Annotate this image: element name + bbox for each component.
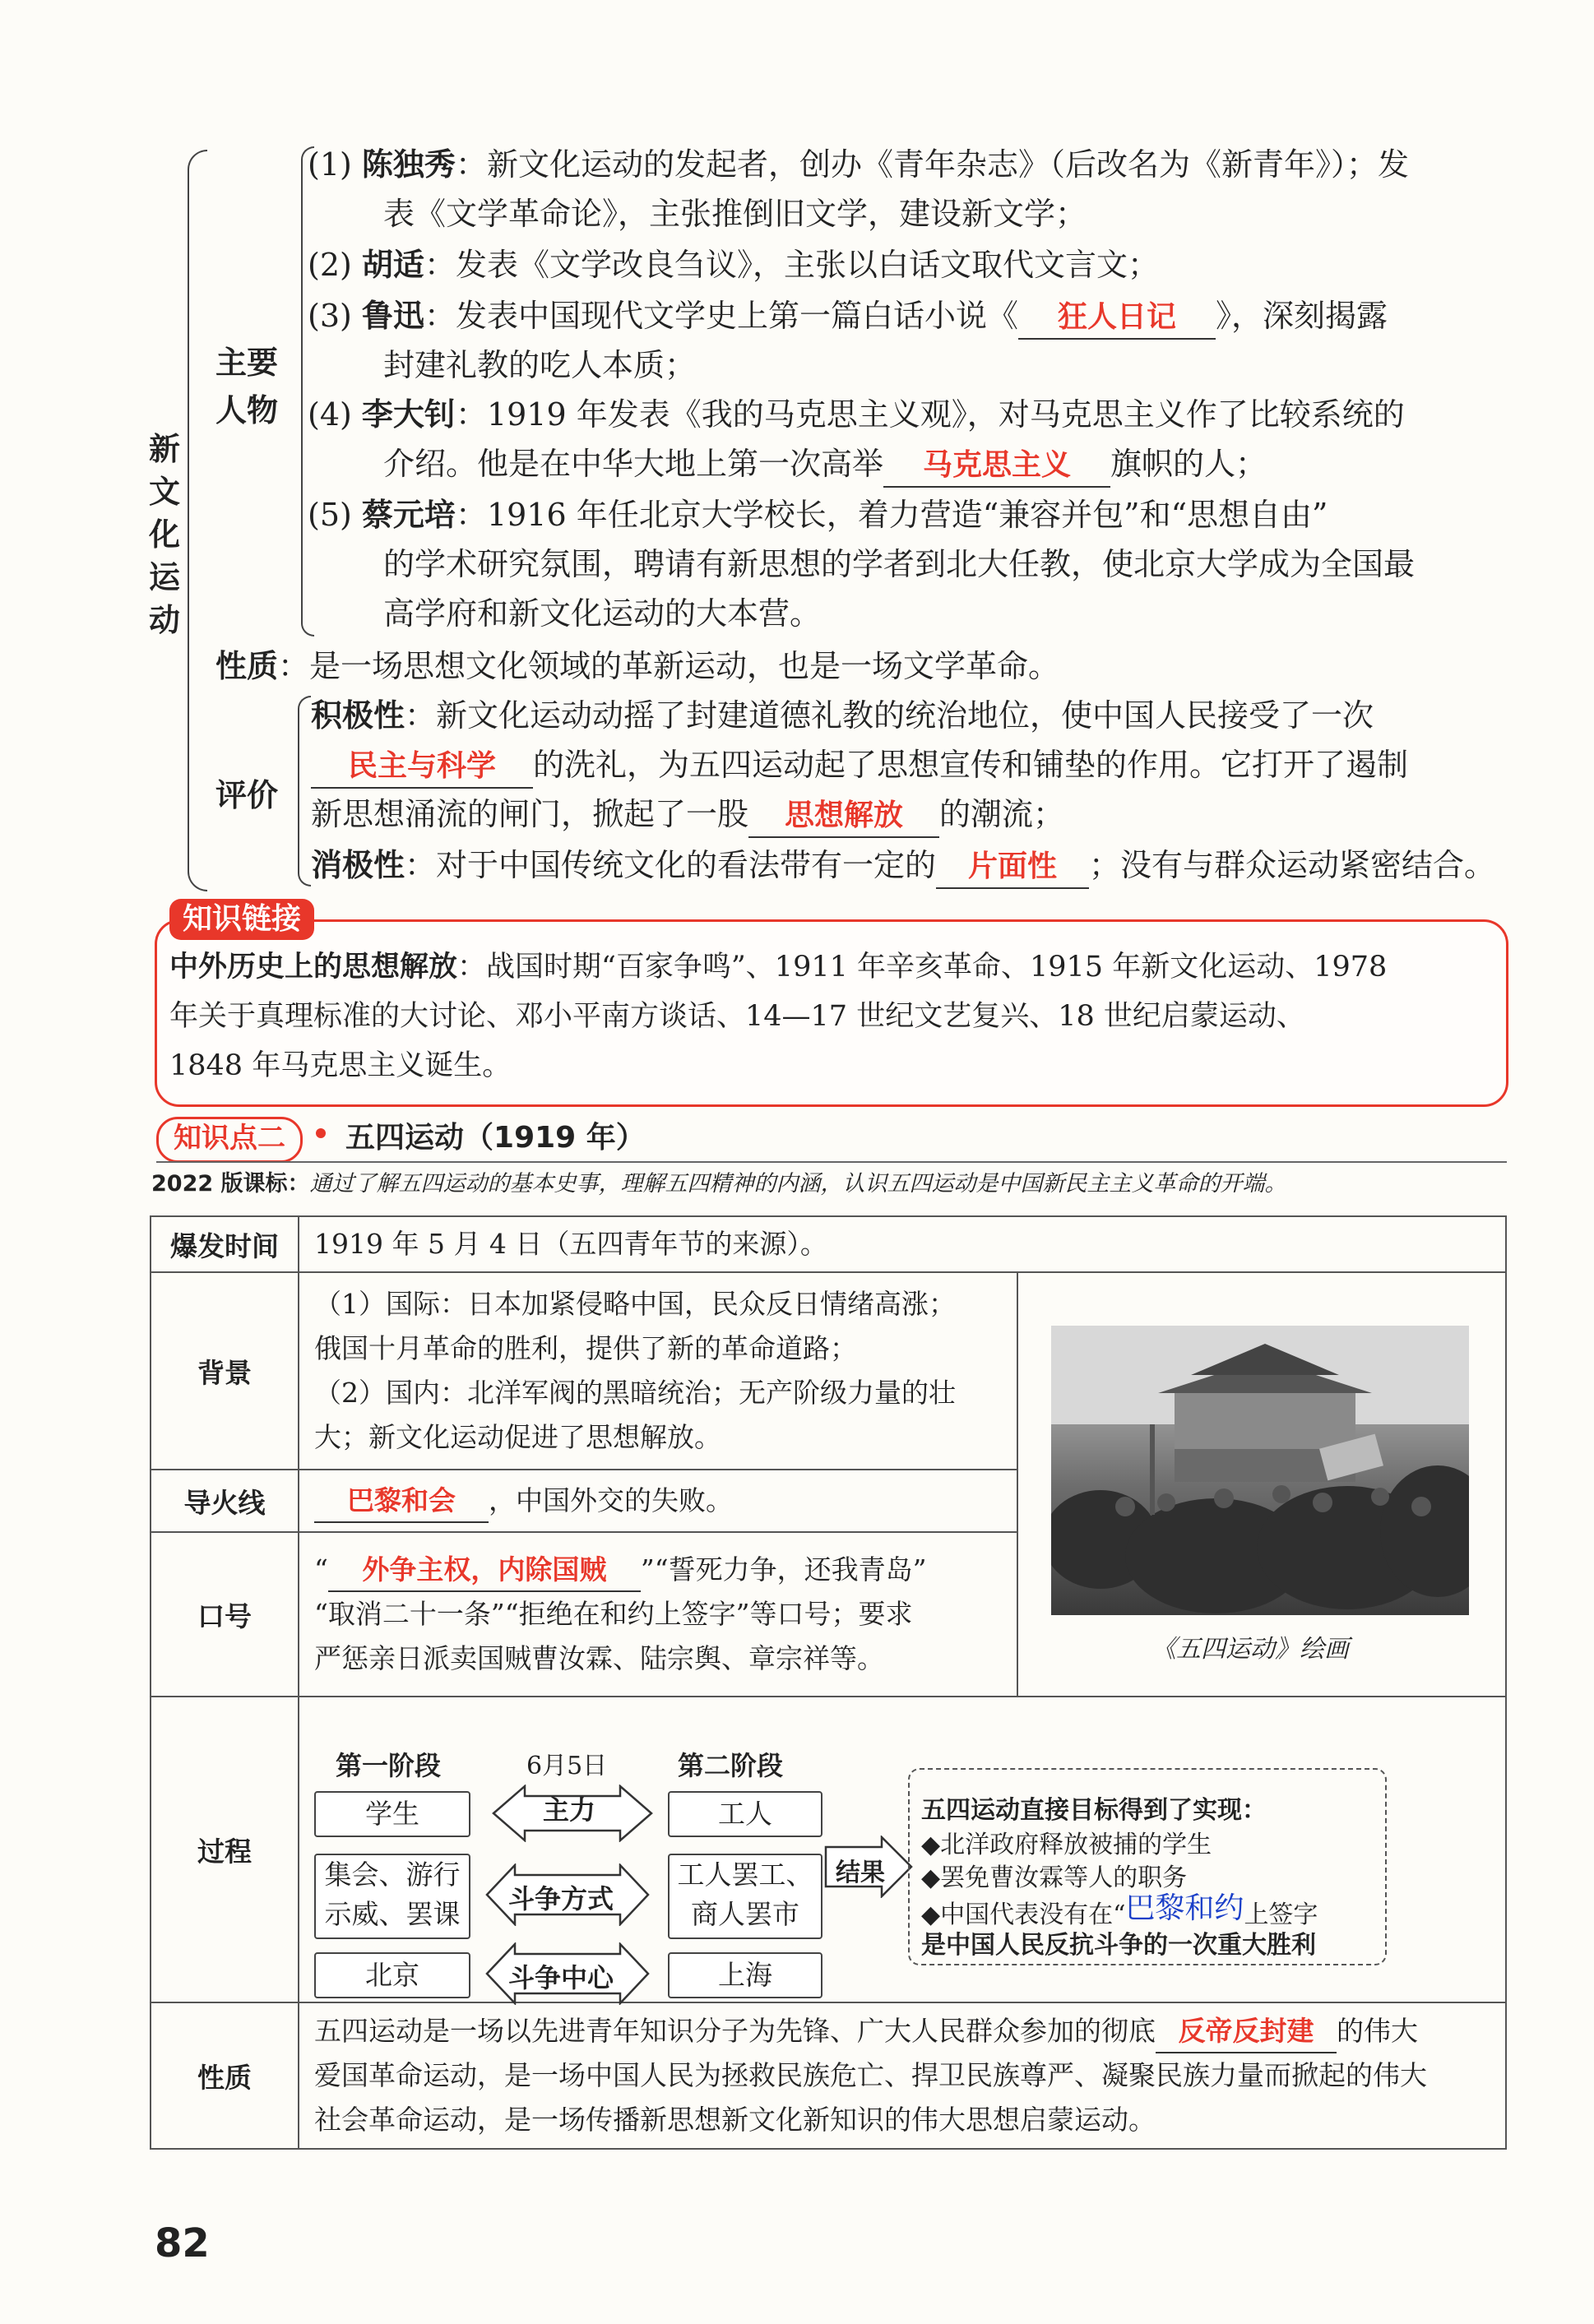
box-methods-right bbox=[668, 1854, 822, 1939]
outer-brace bbox=[188, 150, 207, 891]
kp2-underline bbox=[156, 1161, 1507, 1163]
link-l2: 年关于真理标准的大讨论、邓小平南方谈话、14—17 世纪文艺复兴、18 世纪启蒙运动、 bbox=[169, 1000, 1305, 1033]
person-name: 李大钊 bbox=[361, 396, 456, 433]
bg-line: （1）国际：日本加紧侵略中国，民众反日情绪高涨； bbox=[314, 1288, 956, 1320]
positive-l2 bbox=[311, 740, 1408, 789]
cell-slogan bbox=[299, 1532, 1017, 1697]
answer-lidazhao: 马克思主义 bbox=[883, 445, 1110, 488]
header-trigger: 导火线 bbox=[151, 1470, 299, 1532]
section-title-vertical bbox=[146, 428, 183, 641]
item-num: (5) bbox=[308, 497, 352, 533]
answer-luxun: 狂人日记 bbox=[1018, 297, 1216, 340]
item-text: ：1916 年任北京大学校长，着力营造“兼容并包”和“思想自由” bbox=[455, 497, 1328, 533]
kp2-title: 五四运动 bbox=[345, 1121, 465, 1155]
answer-democracy-science: 民主与科学 bbox=[311, 746, 533, 789]
photo-caption: 《五四运动》绘画 bbox=[1151, 1635, 1349, 1664]
kp2-tag: 知识点二 bbox=[156, 1117, 303, 1163]
person-caiyuanpei-l2: 的学术研究氛围，聘请有新思想的学者到北大任教，使北京大学成为全国最 bbox=[383, 546, 1416, 582]
nature-label: 性质 bbox=[215, 648, 279, 684]
slogan-l3: 严惩亲日派卖国贼曹汝霖、陆宗舆、章宗祥等。 bbox=[314, 1642, 884, 1674]
item-num: (2) bbox=[308, 247, 352, 283]
link-text: ：战国时期“百家争鸣”、1911 年辛亥革命、1915 年新文化运动、1978 bbox=[457, 951, 1388, 984]
result-conclusion: 是中国人民反抗斗争的一次重大胜利 bbox=[921, 1931, 1316, 1960]
row-time bbox=[151, 1216, 1506, 1272]
negative-line bbox=[311, 840, 1495, 890]
positive-text: 新思想涌流的闸门，掀起了一股 bbox=[311, 796, 749, 832]
item-text: 》，深刻揭露 bbox=[1215, 298, 1388, 334]
label-line: 主要 bbox=[215, 345, 279, 381]
main-people-label bbox=[215, 339, 278, 434]
item-num: (1) bbox=[308, 146, 352, 183]
person-lidazhao-l2 bbox=[383, 439, 1267, 488]
item-num: (4) bbox=[308, 396, 352, 433]
methods-right-text: 工人罢工、商人罢市 bbox=[677, 1859, 813, 1930]
knowledge-link-tag: 知识链接 bbox=[169, 899, 314, 940]
result-item-1: ◆北洋政府释放被捕的学生 bbox=[921, 1831, 1212, 1859]
item-text: ：1919 年发表《我的马克思主义观》，对马克思主义作了比较系统的 bbox=[455, 396, 1405, 433]
eval-brace bbox=[298, 696, 311, 887]
curriculum-standard bbox=[151, 1164, 1287, 1204]
label-line: 人物 bbox=[215, 392, 279, 428]
nature-text: 的伟大 bbox=[1337, 2015, 1418, 2047]
painting-illustration bbox=[1051, 1326, 1469, 1615]
stage2-label: 第二阶段 bbox=[678, 1750, 784, 1781]
methods-left-text: 集会、游行示威、罢课 bbox=[324, 1859, 461, 1930]
arrow-struggle-center-label: 斗争中心 bbox=[508, 1962, 614, 1993]
positive-text: 的洗礼，为五四运动起了思想宣传和铺垫的作用。它打开了遏制 bbox=[533, 747, 1409, 783]
cell-background bbox=[299, 1272, 1017, 1470]
title-char: 文 bbox=[148, 474, 180, 510]
positive-text: 的潮流； bbox=[939, 796, 1065, 832]
person-name: 蔡元培 bbox=[361, 497, 456, 533]
item-text: ：发表中国现代文学史上第一篇白话小说《 bbox=[424, 298, 1018, 334]
title-char: 动 bbox=[148, 602, 180, 638]
result-label: 结果 bbox=[836, 1859, 885, 1887]
box-students: 学生 bbox=[314, 1791, 470, 1837]
bg-line: （2）国内：北洋军阀的黑暗统治；无产阶级力量的壮 bbox=[314, 1377, 956, 1409]
person-chenduxiu-l2: 表《文学革命论》，主张推倒旧文学，建设新文学； bbox=[383, 196, 1087, 232]
person-name: 胡适 bbox=[361, 247, 424, 283]
link-label: 中外历史上的思想解放 bbox=[169, 951, 458, 984]
date-label: 6月5日 bbox=[526, 1752, 608, 1780]
nature-line bbox=[215, 641, 1059, 691]
std-text: 通过了解五四运动的基本史事，理解五四精神的内涵，认识五四运动是中国新民主主义革命的开端。 bbox=[309, 1171, 1287, 1197]
answer-anti-imperialist: 反帝反封建 bbox=[1156, 2011, 1337, 2053]
cell-trigger bbox=[299, 1470, 1017, 1532]
row-nature bbox=[151, 2002, 1506, 2149]
slogan-text: ”“誓死力争，还我青岛” bbox=[640, 1553, 927, 1586]
kp2-tag-dot bbox=[316, 1128, 326, 1138]
item-text: 旗帜的人； bbox=[1110, 446, 1267, 482]
kp2-title-line bbox=[345, 1113, 646, 1163]
person-name: 陈独秀 bbox=[361, 146, 456, 183]
nature-l3: 社会革命运动，是一场传播新思想新文化新知识的伟大思想启蒙运动。 bbox=[314, 2104, 1156, 2136]
nature-text: 五四运动是一场以先进青年知识分子为先锋、广大人民群众参加的彻底 bbox=[314, 2015, 1156, 2047]
person-chenduxiu bbox=[308, 140, 1409, 189]
person-caiyuanpei bbox=[308, 490, 1328, 539]
trigger-text: ，中国外交的失败。 bbox=[489, 1484, 733, 1516]
title-char: 新 bbox=[148, 431, 180, 467]
link-l3: 1848 年马克思主义诞生。 bbox=[169, 1049, 512, 1082]
nature-l2: 爱国革命运动，是一场中国人民为拯救民族危亡、捍卫民族尊严、凝聚民族力量而掀起的伟大 bbox=[314, 2059, 1427, 2091]
slogan-l1 bbox=[314, 1548, 1002, 1592]
item-text: 介绍。他是在中华大地上第一次高举 bbox=[383, 446, 884, 482]
negative-label: 消极性 bbox=[311, 847, 405, 883]
nature-l1 bbox=[314, 2009, 1490, 2053]
stage1-label: 第一阶段 bbox=[336, 1750, 442, 1781]
header-slogan: 口号 bbox=[151, 1532, 299, 1697]
person-lidazhao bbox=[308, 390, 1405, 439]
cell-nature bbox=[299, 2002, 1506, 2149]
result-3-text: 上签字 bbox=[1244, 1900, 1318, 1929]
slogan-text: “ bbox=[314, 1553, 328, 1586]
box-beijing: 北京 bbox=[314, 1952, 470, 1998]
box-methods-left bbox=[314, 1854, 470, 1939]
page-number: 82 bbox=[155, 2220, 210, 2266]
box-workers: 工人 bbox=[668, 1791, 822, 1837]
header-nature: 性质 bbox=[151, 2002, 299, 2149]
positive-l1 bbox=[311, 691, 1374, 740]
header-process: 过程 bbox=[151, 1697, 299, 2002]
answer-one-sided: 片面性 bbox=[936, 846, 1089, 889]
arrow-main-force-label: 主力 bbox=[543, 1794, 596, 1826]
person-luxun-l2: 封建礼教的吃人本质； bbox=[383, 347, 697, 383]
kp2-year: （1919 年） bbox=[464, 1121, 646, 1155]
slogan-l2: “取消二十一条”“拒绝在和约上签字”等口号；要求 bbox=[314, 1598, 913, 1630]
header-background: 背景 bbox=[151, 1272, 299, 1470]
positive-label: 积极性 bbox=[311, 697, 405, 734]
positive-l3 bbox=[311, 789, 1064, 839]
nature-text: ：是一场思想文化领域的革新运动，也是一场文学革命。 bbox=[278, 648, 1060, 684]
may-fourth-painting bbox=[1051, 1326, 1469, 1615]
eval-label: 评价 bbox=[215, 777, 279, 813]
bg-line: 俄国十月革命的胜利，提供了新的革命道路； bbox=[314, 1332, 857, 1364]
negative-text: ：对于中国传统文化的看法带有一定的 bbox=[405, 847, 937, 883]
positive-text: ：新文化运动动摇了封建道德礼教的统治地位，使中国人民接受了一次 bbox=[405, 697, 1374, 734]
link-l1 bbox=[169, 942, 1387, 992]
std-label: 2022 版课标： bbox=[151, 1171, 310, 1197]
result-3-text: ◆中国代表没有在“ bbox=[921, 1900, 1126, 1929]
answer-slogan: 外争主权，内除国贼 bbox=[328, 1549, 641, 1592]
answer-thought-liberation: 思想解放 bbox=[748, 795, 939, 838]
box-shanghai: 上海 bbox=[668, 1952, 822, 1998]
header-time: 爆发时间 bbox=[151, 1216, 299, 1272]
person-luxun bbox=[308, 291, 1388, 340]
arrow-struggle-method-label: 斗争方式 bbox=[508, 1883, 614, 1914]
cell-time: 1919 年 5 月 4 日（五四青年节的来源）。 bbox=[299, 1216, 1506, 1272]
bg-line: 大；新文化运动促进了思想解放。 bbox=[314, 1421, 721, 1453]
item-text: ：新文化运动的发起者，创办《青年杂志》（后改名为《新青年》）；发 bbox=[455, 146, 1409, 183]
item-text: ：发表《文学改良刍议》，主张以白话文取代文言文； bbox=[424, 247, 1159, 283]
title-char: 运 bbox=[148, 559, 180, 595]
handwritten-paris: 巴黎和约 bbox=[1125, 1891, 1244, 1925]
result-item-2: ◆罢免曹汝霖等人的职务 bbox=[921, 1863, 1188, 1892]
person-name: 鲁迅 bbox=[361, 298, 424, 334]
item-num: (3) bbox=[308, 298, 352, 334]
negative-text: ；没有与群众运动紧密结合。 bbox=[1089, 847, 1496, 883]
person-hushi bbox=[308, 240, 1159, 289]
result-title: 五四运动直接目标得到了实现： bbox=[921, 1796, 1267, 1825]
person-caiyuanpei-l3: 高学府和新文化运动的大本营。 bbox=[383, 595, 822, 632]
title-char: 化 bbox=[148, 516, 180, 553]
answer-paris-conference: 巴黎和会 bbox=[314, 1480, 489, 1523]
